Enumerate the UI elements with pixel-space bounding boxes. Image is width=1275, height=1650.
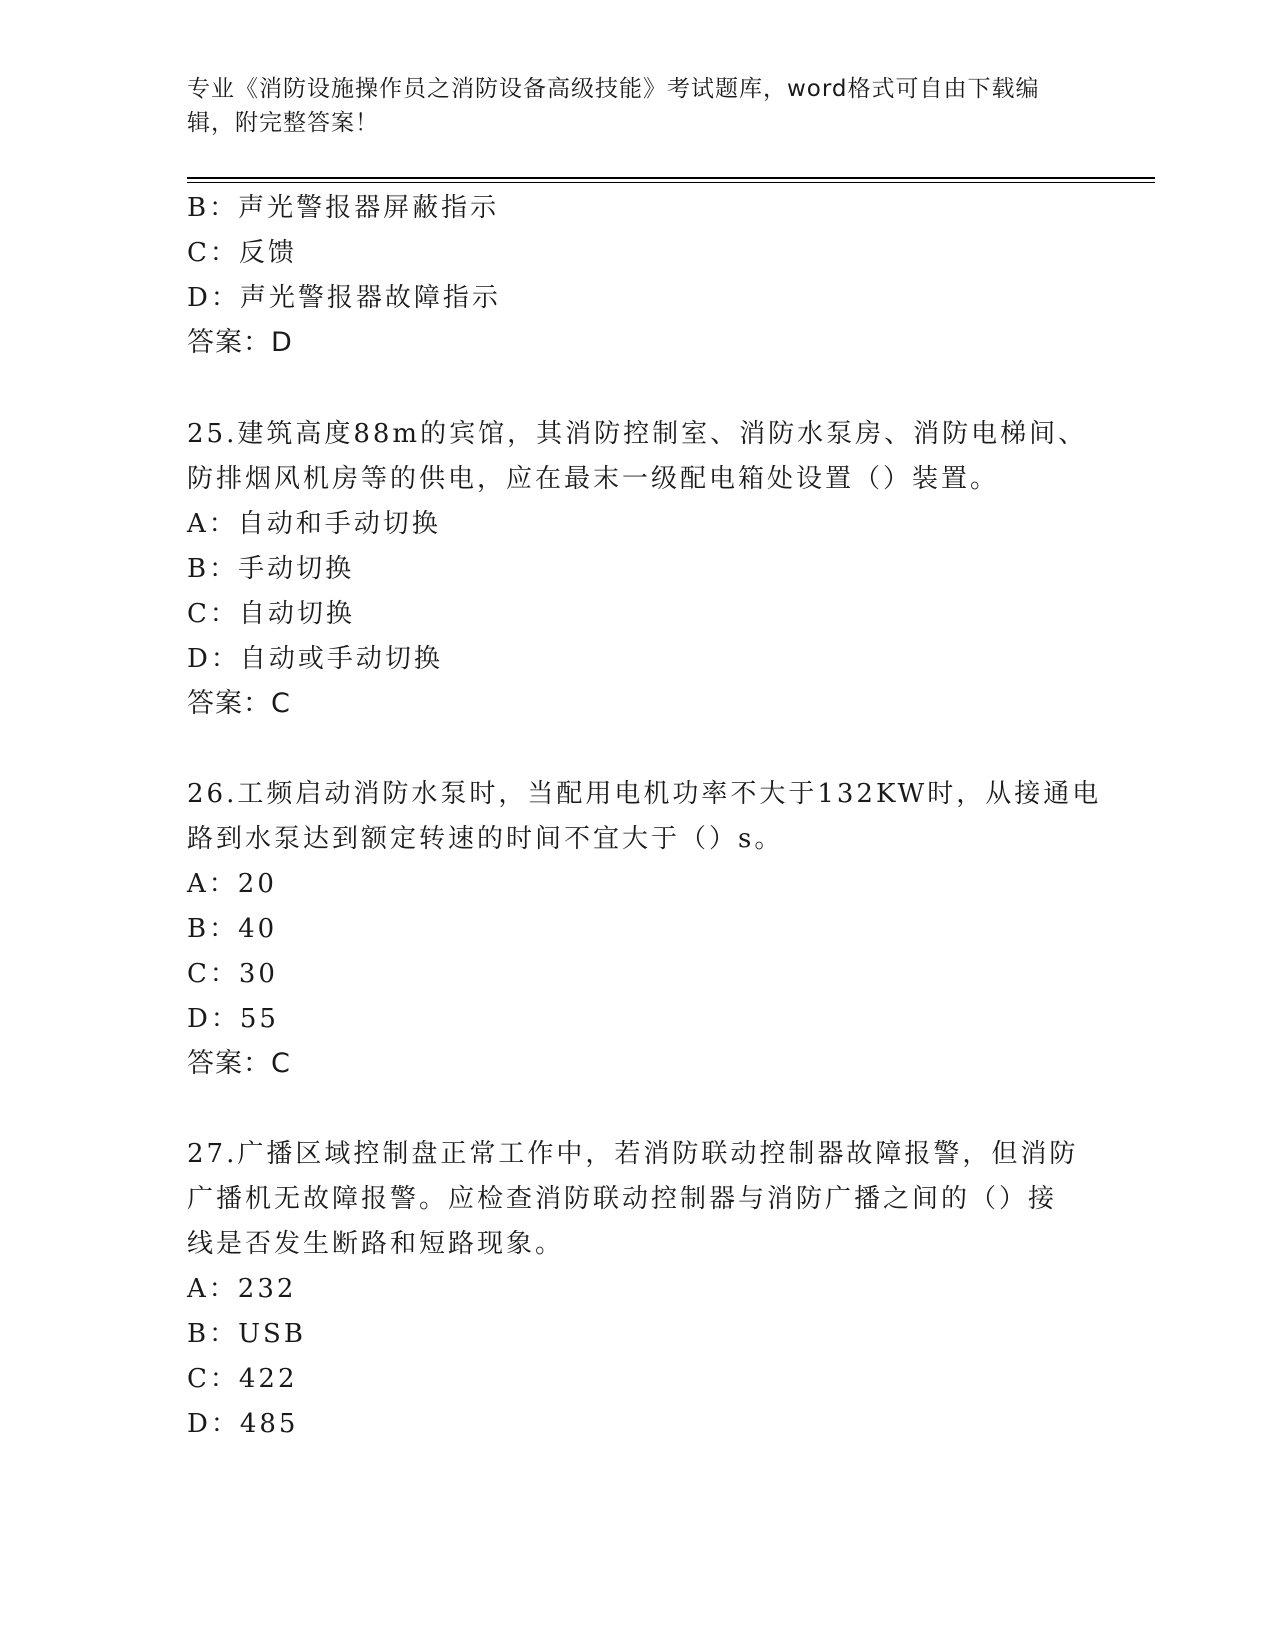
q26-option-b: B：40 <box>187 914 278 944</box>
q25-option-d: D：自动或手动切换 <box>187 644 443 674</box>
q27-stem-line-1: 27.广播区域控制盘正常工作中，若消防联动控制器故障报警，但消防 <box>187 1139 1079 1169</box>
q24-option-b: B：声光警报器屏蔽指示 <box>187 193 500 223</box>
q27-option-a: A：232 <box>187 1274 297 1304</box>
q27-option-b: B：USB <box>187 1319 306 1349</box>
q25-stem-line-1: 25.建筑高度88m的宾馆，其消防控制室、消防水泵房、消防电梯间、 <box>187 419 1088 449</box>
q25-option-a: A：自动和手动切换 <box>187 509 441 539</box>
header-divider-thick <box>187 177 1155 179</box>
q25-answer: 答案：C <box>187 688 291 719</box>
q27-stem-line-2: 广播机无故障报警。应检查消防联动控制器与消防广播之间的（）接 <box>187 1184 1058 1214</box>
header-line-2: 辑，附完整答案！ <box>187 110 379 136</box>
q27-option-c: C：422 <box>187 1364 298 1394</box>
q27-stem-line-3: 线是否发生断路和短路现象。 <box>187 1229 565 1259</box>
q24-answer: 答案：D <box>187 327 293 358</box>
document-header <box>187 72 1067 140</box>
q26-stem-line-1: 26.工频启动消防水泵时，当配用电机功率不大于132KW时，从接通电 <box>187 779 1102 809</box>
q25-option-b: B：手动切换 <box>187 554 355 584</box>
q26-option-c: C：30 <box>187 959 278 989</box>
q25-stem-line-2: 防排烟风机房等的供电，应在最末一级配电箱处设置（）装置。 <box>187 464 1000 494</box>
header-divider-thin <box>187 182 1155 183</box>
q24-option-d: D：声光警报器故障指示 <box>187 283 501 313</box>
q26-option-a: A：20 <box>187 869 277 899</box>
q27-option-d: D：485 <box>187 1409 299 1439</box>
q26-answer: 答案：C <box>187 1048 291 1079</box>
header-line-1: 专业《消防设施操作员之消防设备高级技能》考试题库，word格式可自由下载编 <box>187 76 1040 102</box>
q26-option-d: D：55 <box>187 1004 279 1034</box>
q24-option-c: C：反馈 <box>187 238 297 268</box>
q26-stem-line-2: 路到水泵达到额定转速的时间不宜大于（）s。 <box>187 824 784 854</box>
q25-option-c: C：自动切换 <box>187 599 355 629</box>
